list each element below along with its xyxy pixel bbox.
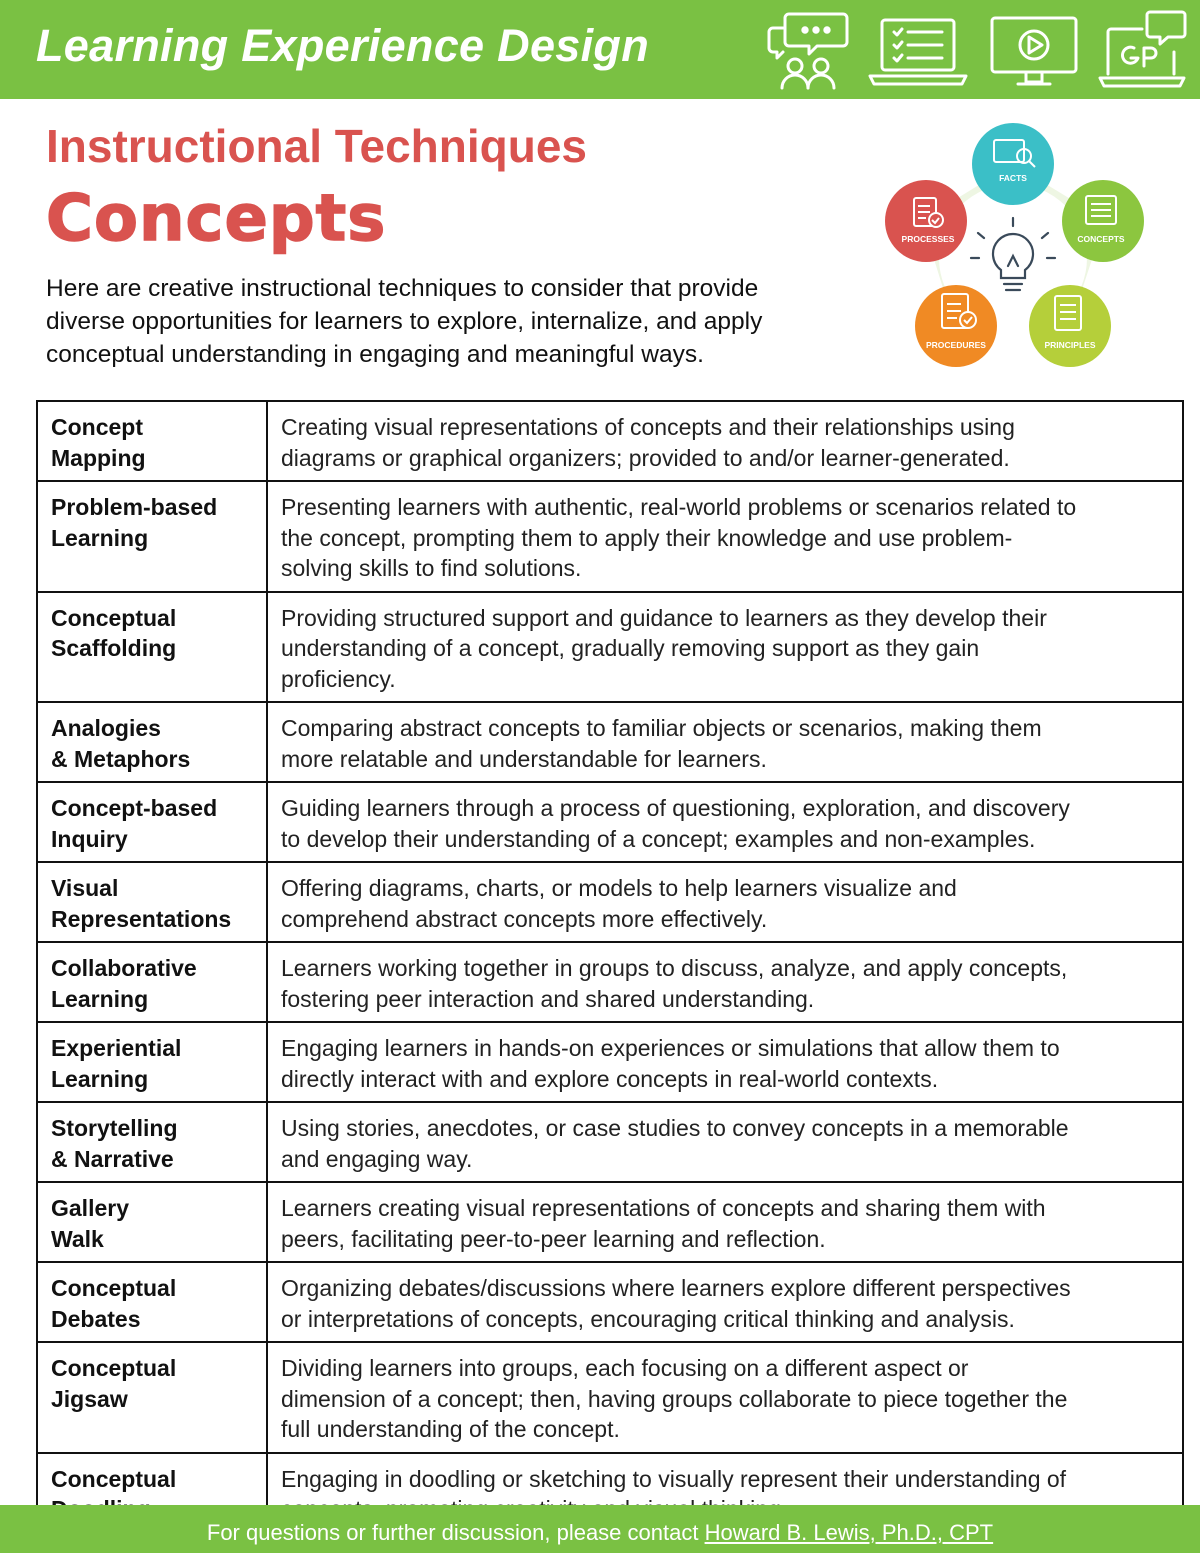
technique-name-line: Mapping — [51, 444, 146, 471]
intro-line: Here are creative instructional techniques to consider that provide — [46, 275, 759, 302]
technique-name — [37, 1102, 267, 1182]
technique-description — [267, 1182, 1183, 1262]
header-icon-row — [760, 6, 1190, 94]
technique-description-line: full understanding of the concept. — [281, 1416, 620, 1442]
technique-description — [267, 1102, 1183, 1182]
technique-name — [37, 1182, 267, 1262]
technique-description-line: Guiding learners through a process of questioning, exploration, and discovery — [281, 795, 1070, 821]
facts-label: FACTS — [999, 173, 1027, 183]
header-banner — [0, 0, 1200, 99]
gp-laptop-icon — [1098, 8, 1188, 92]
technique-description — [267, 942, 1183, 1022]
intro-line: conceptual understanding in engaging and meaningful ways. — [46, 341, 704, 368]
table-row — [37, 401, 1183, 481]
technique-description — [267, 702, 1183, 782]
concepts-label: CONCEPTS — [1077, 234, 1125, 244]
technique-name-line: Concept-based — [51, 795, 218, 821]
technique-name-line: Conceptual — [51, 1275, 177, 1301]
technique-name-line: Jigsaw — [51, 1385, 128, 1412]
technique-description-line: comprehend abstract concepts more effectively. — [281, 905, 768, 932]
technique-description-line: Using stories, anecdotes, or case studies to convey concepts in a memorable — [281, 1115, 1069, 1141]
technique-name — [37, 942, 267, 1022]
technique-description-line: understanding of a concept, gradually removing support as they gain — [281, 635, 980, 661]
technique-name-line: Learning — [51, 985, 149, 1012]
facts-node — [972, 123, 1054, 205]
contact-link[interactable]: Howard B. Lewis, Ph.D., CPT — [704, 1520, 994, 1545]
footer-text — [0, 1520, 1200, 1546]
footer-banner — [0, 1505, 1200, 1553]
technique-description — [267, 401, 1183, 481]
table-row — [37, 1342, 1183, 1453]
technique-name-line: Visual — [51, 875, 119, 901]
technique-name-line: Walk — [51, 1225, 104, 1252]
technique-description — [267, 592, 1183, 703]
technique-description-line: dimension of a concept; then, having groups collaborate to piece together the — [281, 1385, 1068, 1412]
table-row — [37, 481, 1183, 592]
table-row — [37, 942, 1183, 1022]
technique-description-line: peers, facilitating peer-to-peer learning and reflection. — [281, 1225, 826, 1252]
technique-name — [37, 401, 267, 481]
technique-description-line: Engaging learners in hands-on experiences or simulations that allow them to — [281, 1035, 1060, 1061]
technique-description — [267, 1022, 1183, 1102]
technique-description-line: Offering diagrams, charts, or models to help learners visualize and — [281, 875, 957, 901]
technique-description-line: and engaging way. — [281, 1145, 473, 1172]
technique-name — [37, 481, 267, 592]
processes-node — [885, 180, 967, 262]
technique-name — [37, 782, 267, 862]
technique-description-line: fostering peer interaction and shared understanding. — [281, 985, 815, 1012]
table-row — [37, 1102, 1183, 1182]
table-row — [37, 1262, 1183, 1342]
technique-name — [37, 1022, 267, 1102]
technique-description-line: proficiency. — [281, 665, 396, 692]
technique-name-line: Representations — [51, 905, 232, 932]
technique-description-line: Organizing debates/discussions where learners explore different perspectives — [281, 1275, 1071, 1301]
intro-paragraph — [46, 272, 866, 371]
technique-name — [37, 1262, 267, 1342]
technique-name-line: Debates — [51, 1305, 141, 1332]
technique-name-line: Problem-based — [51, 494, 218, 520]
table-row — [37, 1182, 1183, 1262]
technique-name-line: Learning — [51, 524, 149, 551]
technique-name-line: & Metaphors — [51, 745, 191, 772]
table-row — [37, 592, 1183, 703]
intro-line: diverse opportunities for learners to explore, internalize, and apply — [46, 308, 763, 335]
table-row — [37, 862, 1183, 942]
technique-name-line: Conceptual — [51, 604, 177, 631]
technique-description-line: Engaging in doodling or sketching to visually represent their understanding of — [281, 1465, 1067, 1492]
banner-title: Learning Experience Design — [36, 20, 649, 71]
section-subtitle: Instructional Techniques — [46, 120, 587, 172]
technique-name-line: Learning — [51, 1065, 149, 1092]
technique-description-line: Learners working together in groups to discuss, analyze, and apply concepts, — [281, 955, 1068, 981]
table-row — [37, 782, 1183, 862]
technique-description-line: Comparing abstract concepts to familiar objects or scenarios, making them — [281, 715, 1042, 741]
procedures-label: PROCEDURES — [926, 340, 986, 350]
technique-description-line: or interpretations of concepts, encouraging critical thinking and analysis. — [281, 1305, 1015, 1332]
footer-contact-text: For questions or further discussion, please contact — [206, 1520, 705, 1545]
concepts-node — [1062, 180, 1144, 262]
techniques-table — [36, 400, 1184, 1534]
technique-name-line: Concept — [51, 414, 143, 440]
knowledge-types-diagram — [880, 118, 1150, 378]
technique-description — [267, 481, 1183, 592]
technique-name — [37, 1342, 267, 1453]
technique-name-line: Conceptual — [51, 1465, 177, 1492]
table-row — [37, 702, 1183, 782]
technique-name-line: Collaborative — [51, 955, 197, 981]
technique-name — [37, 702, 267, 782]
technique-description-line: Presenting learners with authentic, real-world problems or scenarios related to — [281, 494, 1077, 520]
technique-description-line: Providing structured support and guidance to learners as they develop their — [281, 604, 1047, 631]
technique-name-line: Storytelling — [51, 1115, 178, 1141]
technique-description — [267, 862, 1183, 942]
technique-description-line: to develop their understanding of a concept; examples and non-examples. — [281, 825, 1036, 852]
technique-description — [267, 782, 1183, 862]
technique-description-line: Learners creating visual representations of concepts and sharing them with — [281, 1195, 1046, 1221]
principles-node — [1029, 285, 1111, 367]
technique-name-line: Analogies — [51, 715, 161, 741]
technique-description — [267, 1342, 1183, 1453]
technique-description-line: more relatable and understandable for learners. — [281, 745, 767, 772]
processes-label: PROCESSES — [901, 234, 955, 244]
technique-description-line: Creating visual representations of concepts and their relationships using — [281, 414, 1015, 440]
technique-name-line: Inquiry — [51, 825, 128, 852]
checklist-laptop-icon — [868, 16, 968, 88]
page-title: Concepts — [46, 182, 387, 256]
technique-name-line: Scaffolding — [51, 635, 177, 661]
technique-name — [37, 862, 267, 942]
video-monitor-icon — [988, 14, 1080, 90]
technique-description-line: directly interact with and explore concepts in real-world contexts. — [281, 1065, 939, 1092]
procedures-node — [915, 285, 997, 367]
technique-name-line: Conceptual — [51, 1355, 177, 1381]
technique-description-line: Dividing learners into groups, each focusing on a different aspect or — [281, 1355, 969, 1381]
table-row — [37, 1022, 1183, 1102]
principles-label: PRINCIPLES — [1044, 340, 1096, 350]
technique-description — [267, 1262, 1183, 1342]
technique-description-line: solving skills to find solutions. — [281, 555, 582, 581]
chat-group-icon — [765, 8, 849, 92]
technique-name-line: Experiential — [51, 1035, 182, 1061]
technique-name-line: & Narrative — [51, 1145, 174, 1172]
technique-name — [37, 592, 267, 703]
technique-name-line: Gallery — [51, 1195, 129, 1221]
technique-description-line: diagrams or graphical organizers; provided to and/or learner-generated. — [281, 444, 1010, 471]
technique-description-line: the concept, prompting them to apply their knowledge and use problem- — [281, 524, 1013, 551]
